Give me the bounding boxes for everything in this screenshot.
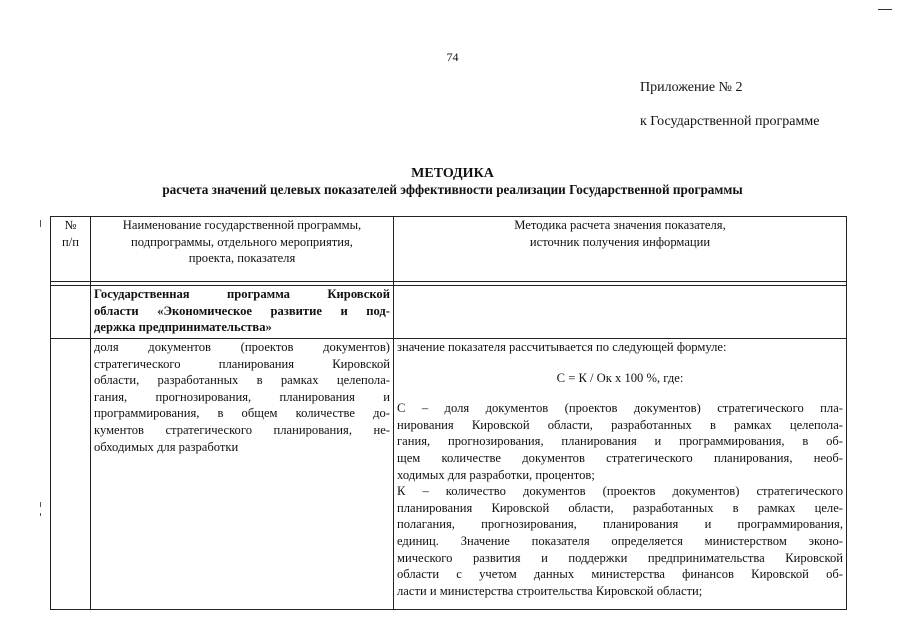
table-group-row — [51, 286, 847, 339]
header-text: № — [64, 218, 77, 232]
header-number — [51, 217, 91, 282]
method-intro: значение показателя рассчитывается по следующей формуле: — [397, 340, 727, 354]
indicator-name-cell — [91, 339, 394, 610]
indicator-line: доля документов (проектов документов) — [94, 340, 390, 354]
program-title-line: области «Экономическое развитие и под- — [94, 303, 390, 318]
method-cell — [394, 339, 847, 610]
method-line: К – количество документов (проектов документов) стратегического — [397, 484, 843, 499]
method-line: ходимых для разработки, процентов; — [397, 467, 595, 482]
header-text: подпрограммы, отдельного мероприятия, — [131, 234, 353, 249]
method-line: мического развития и поддержки предпринимательства Кировской — [397, 550, 843, 565]
method-line: нирования Кировской области, разработанных в рамках целепола- — [397, 417, 843, 432]
header-text: п/п — [62, 234, 79, 249]
appendix-reference: к Государственной программе — [640, 114, 820, 129]
method-line: щем количестве документов стратегического планирования, необ- — [397, 450, 843, 465]
method-line: гания, прогнозирования, планирования и программирования, в об- — [397, 434, 843, 449]
header-text: Наименование государственной программы, — [122, 218, 362, 232]
group-method-cell — [394, 286, 847, 339]
method-line: полагания, прогнозирования, планирования и программирования, — [397, 517, 843, 532]
program-title-line: держка предпринимательства» — [94, 320, 272, 335]
header-method — [394, 217, 847, 282]
methodology-table — [50, 216, 847, 610]
indicator-line: области, разработанных в рамках целепола- — [94, 373, 390, 388]
margin-mark — [40, 502, 41, 507]
margin-mark — [40, 220, 41, 227]
table-header-row — [51, 217, 847, 282]
indicator-line: стратегического планирования Кировской — [94, 356, 390, 371]
header-text: проекта, показателя — [188, 251, 296, 266]
method-line: ласти и министерства строительства Кировской области; — [397, 583, 703, 598]
page-number: 74 — [446, 50, 459, 64]
indicator-line: гания, прогнозирования, планирования и — [94, 389, 390, 404]
indicator-line: кументов стратегического планирования, не- — [94, 422, 390, 437]
scan-artifact — [878, 9, 892, 10]
header-text: источник получения информации — [529, 234, 711, 249]
indicator-line: обходимых для разработки — [94, 439, 239, 454]
formula: С = К / Ок х 100 %, где: — [556, 370, 684, 385]
group-number-cell — [51, 286, 91, 339]
table-row — [51, 339, 847, 610]
method-line: области с учетом данных министерства финансов Кировской об- — [397, 567, 843, 582]
document-title: МЕТОДИКА — [411, 166, 494, 181]
program-title-line: Государственная программа Кировской — [94, 287, 390, 301]
method-line: планирования Кировской области, разработанных в рамках целе- — [397, 500, 843, 515]
document-subtitle: расчета значений целевых показателей эффективности реализации Государственной программы — [162, 182, 743, 197]
indicator-line: программирования, в общем количестве до- — [94, 406, 390, 421]
row-number-cell — [51, 339, 91, 610]
program-title-cell — [91, 286, 394, 339]
appendix-number: Приложение № 2 — [640, 80, 743, 95]
margin-mark — [40, 513, 41, 516]
header-name — [91, 217, 394, 282]
method-line: единиц. Значение показателя определяется министерством эконо- — [397, 533, 843, 548]
header-text: Методика расчета значения показателя, — [514, 218, 726, 232]
method-line: С – доля документов (проектов документов) стратегического пла- — [397, 401, 843, 416]
